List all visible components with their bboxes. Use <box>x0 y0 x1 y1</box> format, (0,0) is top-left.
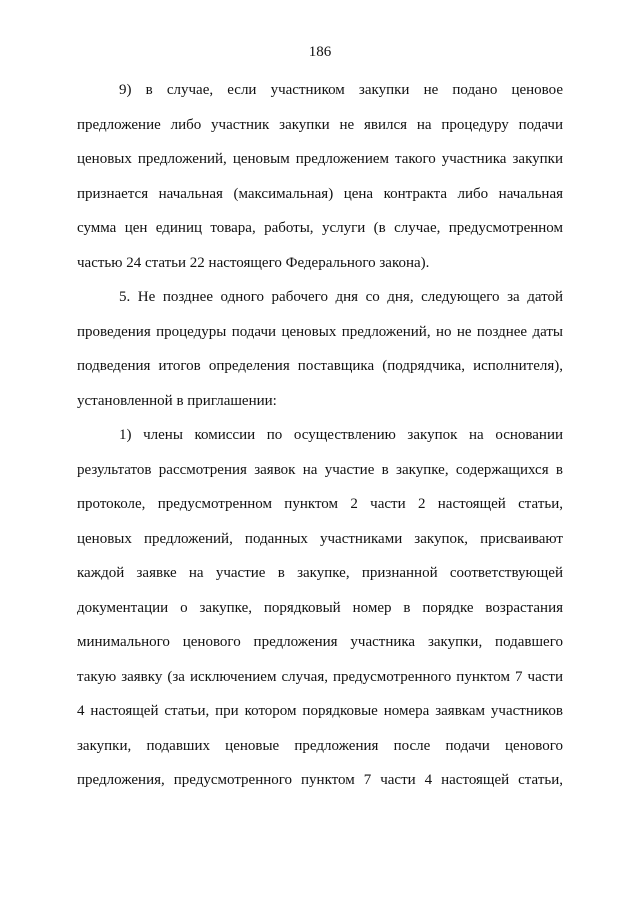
text-line: подведения итогов определения поставщика (подрядчика, исполнителя), <box>77 358 563 374</box>
text-line: предложения, предусмотренного пунктом 7 части 4 настоящей статьи, <box>77 772 563 788</box>
text-line: минимального ценового предложения участника закупки, подавшего <box>77 634 563 650</box>
text-line: сумма цен единиц товара, работы, услуги (в случае, предусмотренном <box>77 220 563 236</box>
text-line: протоколе, предусмотренном пунктом 2 части 2 настоящей статьи, <box>77 496 563 512</box>
text-line: 4 настоящей статьи, при котором порядковые номера заявкам участников <box>77 703 563 719</box>
text-line: 5. Не позднее одного рабочего дня со дня, следующего за датой <box>119 289 563 305</box>
text-line: документации о закупке, порядковый номер в порядке возрастания <box>77 599 563 616</box>
paragraph-part-5 <box>77 280 563 418</box>
text-line: ценовых предложений, ценовым предложением такого участника закупки <box>77 151 563 167</box>
text-line: установленной в приглашении: <box>77 392 277 409</box>
paragraph-item-1 <box>77 418 563 798</box>
text-line: такую заявку (за исключением случая, предусмотренного пунктом 7 части <box>77 668 563 685</box>
text-line: признается начальная (максимальная) цена контракта либо начальная <box>77 185 563 202</box>
text-line: частью 24 статьи 22 настоящего Федерального закона). <box>77 254 430 271</box>
text-line: 9) в случае, если участником закупки не подано ценовое <box>119 82 563 98</box>
page-number: 186 <box>308 44 332 60</box>
text-line: закупки, подавших ценовые предложения после подачи ценового <box>77 737 563 754</box>
text-line: результатов рассмотрения заявок на участие в закупке, содержащихся в <box>77 461 563 478</box>
text-line: предложение либо участник закупки не явился на процедуру подачи <box>77 116 563 133</box>
body-text <box>77 73 563 798</box>
text-line: проведения процедуры подачи ценовых предложений, но не позднее даты <box>77 323 563 340</box>
text-line: ценовых предложений, поданных участниками закупок, присваивают <box>77 530 563 547</box>
paragraph-item-9 <box>77 73 563 280</box>
text-line: каждой заявке на участие в закупке, признанной соответствующей <box>77 565 563 581</box>
text-line: 1) члены комиссии по осуществлению закупок на основании <box>119 427 563 443</box>
